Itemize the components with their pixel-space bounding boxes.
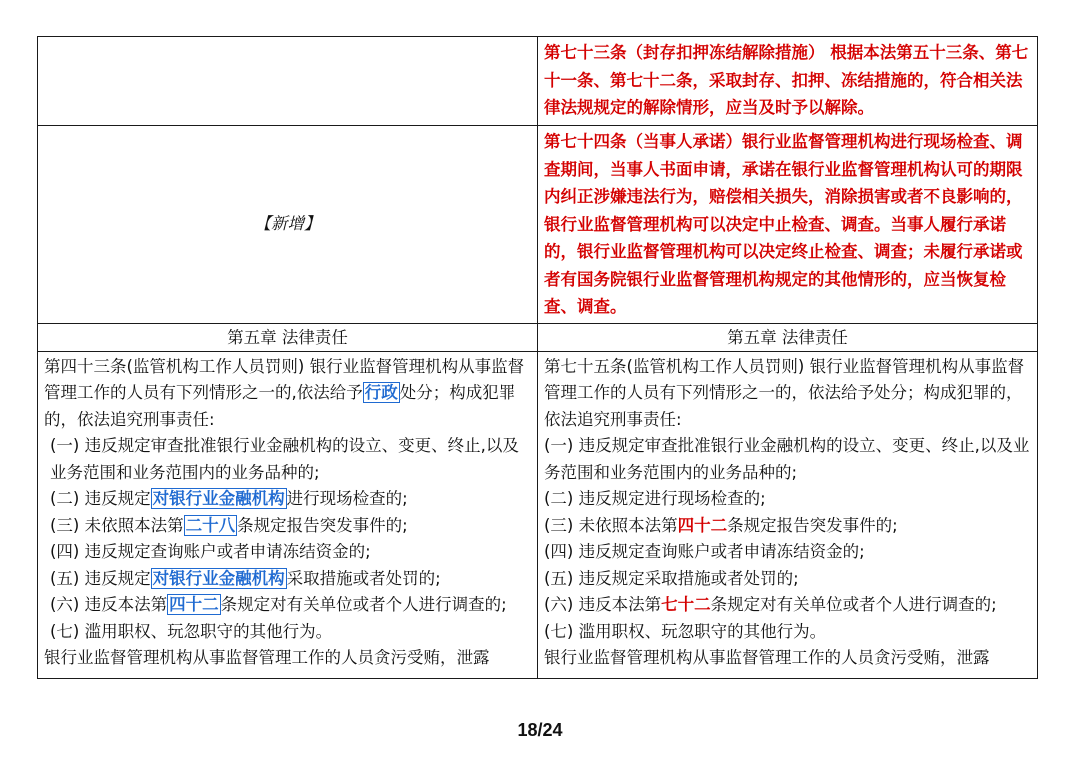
table-row (38, 351, 1038, 679)
text-segment: 条规定报告突发事件的; (237, 515, 408, 535)
article-75-item-3 (544, 513, 1031, 540)
old-article-43-cell (38, 351, 538, 679)
text-segment: 处分；构成犯罪的，依法追究刑事责任: (44, 383, 516, 429)
article-43-item-7: (七) 滥用职权、玩忽职守的其他行为。 (50, 621, 333, 641)
text-segment: (六) 违反本法第 (50, 595, 168, 614)
text-segment: 第四十三条(监管机构工作人员罚则) 银行业监督管理机构从事监督管理工作的人员有下列情形之一的,依法给予 (44, 356, 525, 402)
article-43-item-4: (四) 违反规定查询账户或者申请冻结资金的; (50, 542, 371, 561)
article-43-item-3 (44, 513, 531, 540)
article-75-item-2: (二) 违反规定进行现场检查的; (544, 489, 766, 508)
article-75-item-1: (一) 违反规定审查批准银行业金融机构的设立、变更、终止,以及业务范围和业务范围内的业务品种的; (544, 436, 1030, 482)
article-43-tail-wrap (44, 645, 531, 676)
highlight-changed: 对银行业金融机构 (152, 568, 285, 588)
text-segment: 条规定报告突发事件的; (727, 515, 898, 535)
text-segment: (六) 违反本法第 (544, 595, 662, 614)
table-row (38, 126, 1038, 324)
article-75-tail: 银行业监督管理机构从事监督管理工作的人员贪污受贿，泄露 (544, 648, 990, 667)
chapter-heading-new: 第五章 法律责任 (538, 323, 1038, 351)
text-segment: (三) 未依照本法第 (50, 515, 184, 535)
chapter-heading-old: 第五章 法律责任 (38, 323, 538, 351)
old-text-cell (38, 126, 538, 324)
highlight-new: 七十二 (661, 595, 711, 614)
highlight-changed: 行政 (364, 383, 398, 402)
text-segment: (五) 违反规定 (50, 568, 151, 588)
article-43-intro (44, 354, 531, 434)
article-43-item-5 (44, 566, 531, 593)
article-75-item-4: (四) 违反规定查询账户或者申请冻结资金的; (544, 542, 865, 561)
table-row (38, 37, 1038, 126)
article-75-tail-wrap (544, 645, 1031, 676)
article-75-intro: 第七十五条(监管机构工作人员罚则) 银行业监督管理机构从事监督管理工作的人员有下列情形之一的，依法给予处分；构成犯罪的，依法追究刑事责任: (544, 356, 1025, 429)
article-43-tail: 银行业监督管理机构从事监督管理工作的人员贪污受贿，泄露 (44, 648, 490, 667)
comparison-table (37, 36, 1038, 679)
highlight-new: 四十二 (677, 515, 728, 535)
new-article-75-cell (538, 351, 1038, 679)
highlight-changed: 四十二 (169, 595, 219, 614)
article-43-item-6 (44, 592, 531, 619)
old-text-cell-empty (38, 37, 538, 126)
article-74-text: 第七十四条（当事人承诺）银行业监督管理机构进行现场检查、调查期间，当事人书面申请，承诺在银行业监督管理机构认可的期限内纠正涉嫌违法行为，赔偿相关损失，消除损害或者不良影响的，银行业监督管理机构可以决定中止检查、调查。当事人履行承诺的，银行业监督管理机构可以决定终止检查、调查；未履行承诺或者有国务院银行业监督管理机构规定的其他情形的，应当恢复检查、调查。 (544, 132, 1023, 316)
article-75-item-7: (七) 滥用职权、玩忽职守的其他行为。 (544, 621, 827, 641)
text-segment: (三) 未依照本法第 (544, 515, 678, 535)
text-segment: 采取措施或者处罚的; (286, 568, 441, 588)
article-73-text: 第七十三条（封存扣押冻结解除措施） 根据本法第五十三条、第七十一条、第七十二条，采取封存、扣押、冻结措施的，符合相关法律法规规定的解除情形，应当及时予以解除。 (544, 43, 1029, 117)
article-43-item-1: (一) 违反规定审查批准银行业金融机构的设立、变更、终止,以及业务范围和业务范围内的业务品种的; (50, 436, 519, 482)
highlight-changed: 二十八 (185, 515, 236, 535)
highlight-changed: 对银行业金融机构 (152, 489, 285, 508)
text-segment: (二) 违反规定 (50, 489, 151, 508)
text-segment: 条规定对有关单位或者个人进行调查的; (220, 595, 507, 614)
text-segment: 条规定对有关单位或者个人进行调查的; (710, 595, 997, 614)
text-segment: 进行现场检查的; (286, 489, 408, 508)
new-text-cell (538, 37, 1038, 126)
new-text-cell (538, 126, 1038, 324)
article-43-item-2 (44, 486, 531, 513)
new-addition-label: 【新增】 (254, 214, 321, 233)
page-number: 18/24 (517, 720, 563, 740)
article-75-item-6 (544, 592, 1031, 619)
table-row (38, 323, 1038, 351)
article-75-item-5: (五) 违反规定采取措施或者处罚的; (544, 568, 799, 588)
